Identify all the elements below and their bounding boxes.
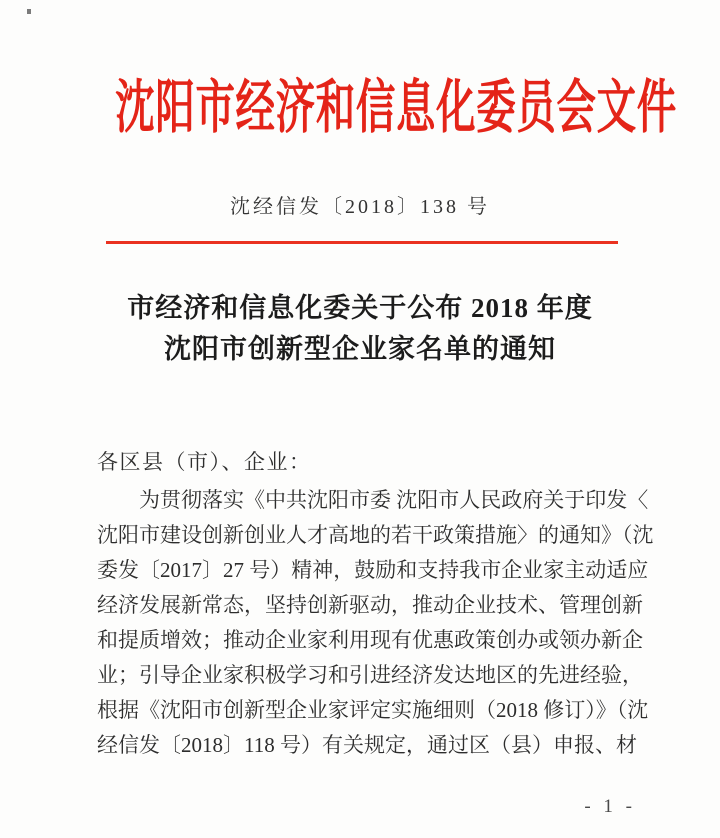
page-number: - 1 - xyxy=(584,796,636,817)
body-line: 沈阳市建设创新创业人才高地的若干政策措施〉的通知》（沈 xyxy=(97,523,654,547)
body-line: 根据《沈阳市创新型企业家评定实施细则（2018 修订）》（沈 xyxy=(97,698,649,722)
body-line: 经信发〔2018〕118 号）有关规定，通过区（县）申报、材 xyxy=(97,733,637,757)
salutation: 各区县（市）、企业： xyxy=(97,450,312,474)
body-line: 和提质增效；推动企业家利用现有优惠政策创办或领办新企 xyxy=(97,628,643,652)
document-reference-number: 沈经信发〔2018〕138 号 xyxy=(230,196,490,218)
body-paragraph xyxy=(97,483,654,763)
red-divider-line xyxy=(106,241,618,244)
body-line: 委发〔2017〕27 号）精神，鼓励和支持我市企业家主动适应 xyxy=(97,558,649,582)
scan-artifact-speck xyxy=(27,9,31,14)
document-title-line-2: 沈阳市创新型企业家名单的通知 xyxy=(164,334,556,364)
document-title xyxy=(0,288,720,370)
document-title-line-1: 市经济和信息化委关于公布 2018 年度 xyxy=(127,293,593,323)
body-line: 经济发展新常态，坚持创新驱动，推动企业技术、管理创新 xyxy=(97,593,643,617)
body-line: 为贯彻落实《中共沈阳市委 沈阳市人民政府关于印发〈 xyxy=(139,488,649,512)
red-letterhead-title: 沈阳市经济和信息化委员会文件 xyxy=(115,75,677,140)
body-line: 业；引导企业家积极学习和引进经济发达地区的先进经验， xyxy=(97,663,643,687)
